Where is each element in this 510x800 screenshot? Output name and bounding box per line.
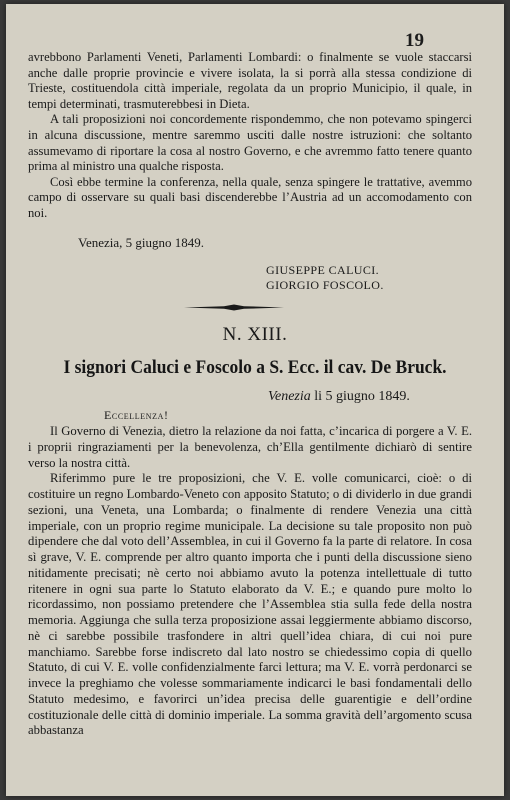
salutation: Eccellenza! [104,408,169,422]
document-title: I signori Caluci e Foscolo a S. Ecc. il cav. De Bruck. [63,357,447,378]
paragraph: A tali proposizioni noi concordemente rispondemmo, che non potevamo spingerci in alcuna discussione, mentre saremmo usciti dalle nostre istruzioni: che soltanto assumevamo di riportare la cosa al nostro Governo, e che avremmo fatto tenere quanto prima al ministro una qualche risposta. [28,112,472,174]
continued-letter-text [28,50,472,222]
paragraph: Così ebbe termine la conferenza, nella quale, senza spingere le trattative, avemmo campo di osservare su quali basi discenderebbe l’Austria ad un accomodamento con noi. [28,174,472,220]
closing-date: Venezia, 5 giugno 1849. [78,235,205,250]
letter-date-rest: li 5 giugno 1849. [310,389,410,404]
page-number: 19 [405,30,424,51]
letter-date [268,389,410,405]
signature-foscolo: GIORGIO FOSCOLO. [266,278,384,292]
letter-body [28,424,472,739]
document-number: N. XIII. [222,324,288,345]
paragraph: avrebbono Parlamenti Veneti, Parlamenti Lombardi: o finalmente se vuole staccarsi anche dalle proprie provincie e vivere isolata, la si porrà alla stessa condizione di Trieste, costituendola città imperiale, regolata da un proprio Municipio, il quale, in tempi determinati, trasmuterebbesi in Dieta. [28,50,472,111]
signature-caluci: GIUSEPPE CALUCI. [266,263,380,277]
section-divider-ornament [184,304,284,311]
book-page [6,4,504,796]
paragraph: Riferimmo pure le tre proposizioni, che V. E. volle comunicarci, cioè: o di costituire un regno Lombardo-Veneto con apposito Statuto; o di dividerlo in due grandi sezioni, una Veneta, una Lombarda; o finalmente di rendere Venezia una città imperiale, con un proprio regime municipale. La decisione su tale proposito non può dipendere che dal voto dell’Assemblea, in cui il Governo fa la parte di relatore. In cosa sì grave, V. E. comprende per altro quanto importa che i punti della discussione sieno nitidamente precisati; nè certo noi abbiamo avuto la potenza intellettuale di tutto ritenere in ogni sua parte lo Statuto elaborato da V. E.; e quando pure molto lo ricordassimo, non possiamo pretendere che l’Assemblea stia sulla fede della nostra memoria. Aggiunga che sulla terza proposizione assai leggiermente abbiamo discorso, nè ci sarebbe possibile trasfondere in altri quell’idea chiara, di cui noi pure manchiamo. Sarebbe forse indiscreto dal lato nostro se chiedessimo copia di quello Statuto, di cui V. E. volle confidenzialmente farci lettura; ma V. E. vorrà perdonarci se invece la preghiamo che volesse sommariamente indicarci le basi fondamentali dello Statuto medesimo, e favorirci un’idea precisa delle guarentigie e dell’ordine costituzionale delle città di dominio imperiale. La somma gravità dell’argomento scusa abbastanza [28,471,472,738]
paragraph: Il Governo di Venezia, dietro la relazione da noi fatta, c’incarica di porgere a V. E. i proprii ringraziamenti per la benevolenza, ch’Ella gentilmente dichiarò di sentire verso la nostra città. [28,424,472,470]
letter-date-place: Venezia [268,389,311,404]
